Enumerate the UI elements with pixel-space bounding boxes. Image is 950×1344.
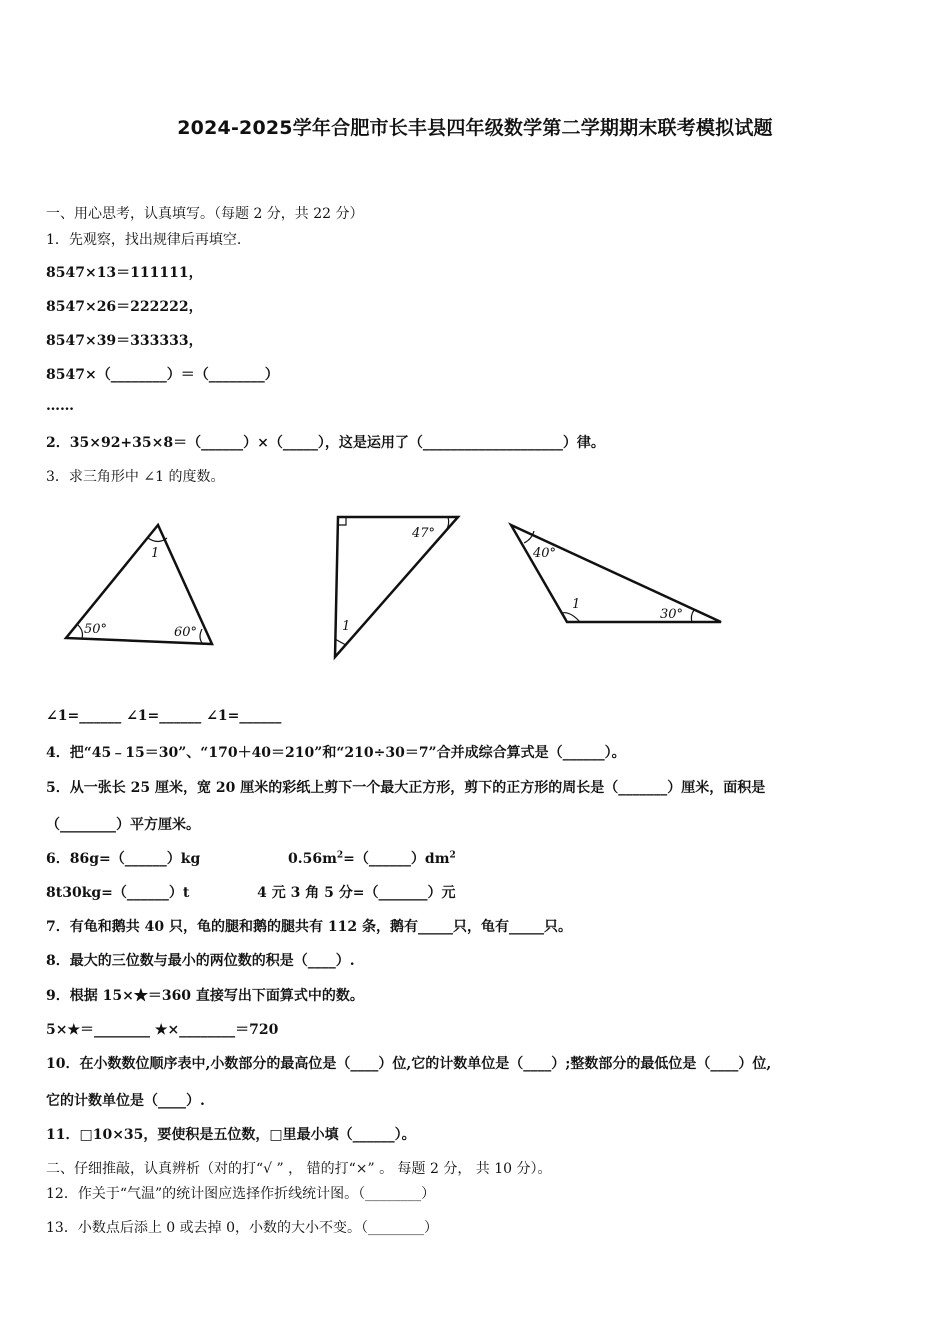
question-1-line-a: 8547×13＝111111， — [46, 265, 203, 281]
triangle-1-angle-label: 1 — [151, 546, 160, 561]
question-1: 1．先观察，找出规律后再填空. — [46, 232, 242, 248]
question-5-line-a: 5．从一张长 25 厘米，宽 20 厘米的彩纸上剪下一个最大正方形，剪下的正方形的周长是（_______）厘米，面积是 — [46, 780, 766, 796]
question-3: 3．求三角形中 ∠1 的度数。 — [46, 469, 225, 485]
triangle-2-bottom-label: 1 — [342, 619, 351, 634]
question-1-line-d: 8547×（________）＝（________） — [46, 367, 279, 383]
triangle-1-left-angle: 50° — [84, 622, 108, 637]
question-6-row-b — [46, 882, 455, 902]
question-13: 13．小数点后添上 0 或去掉 0，小数的大小不变。（________） — [46, 1220, 438, 1236]
question-3-answers: ∠1=______ ∠1=______ ∠1=______ — [46, 708, 282, 724]
question-1-line-b: 8547×26＝222222， — [46, 299, 203, 315]
question-5-line-b: （________）平方厘米。 — [46, 817, 200, 833]
triangle-figures — [46, 505, 746, 665]
question-6-area: $0.56m^2=(\_\_\_\_\_\_)dm^2$ — [287, 850, 456, 867]
question-1-line-c: 8547×39＝333333， — [46, 333, 203, 349]
triangle-3-left-angle: 40° — [533, 546, 557, 561]
section-2-heading: 二、仔细推敲，认真辨析（对的打“√ ” ， 错的打“×” 。 每题 2 分， 共 10 分）。 — [46, 1161, 552, 1177]
section-1-heading: 一、用心思考，认真填写。（每题 2 分，共 22 分） — [46, 206, 364, 222]
question-6-money: 4 元 3 角 5 分=（_______）元 — [257, 885, 456, 901]
question-10-line-b: 它的计数单位是（____）. — [46, 1093, 205, 1109]
question-10-line-a: 10．在小数数位顺序表中,小数部分的最高位是（____）位,它的计数单位是（____）;整数部分的最低位是（____）位, — [46, 1056, 772, 1072]
question-9: 9．根据 15×★＝360 直接写出下面算式中的数。 — [46, 988, 364, 1004]
question-1-ellipsis: …… — [46, 398, 74, 414]
question-6-tons: 8t30kg=（______）t — [46, 885, 190, 901]
triangle-3 — [511, 525, 721, 622]
question-9-answers: 5×★＝________ ★×________＝720 — [46, 1022, 279, 1038]
page-title: 2024-2025学年合肥市长丰县四年级数学第二学期期末联考模拟试题 — [177, 117, 773, 139]
triangle-1-right-angle: 60° — [174, 625, 198, 640]
question-2: 2．35×92+35×8＝（______）×（_____），这是运用了（____________________）律。 — [46, 435, 605, 451]
question-7: 7．有龟和鹅共 40 只，龟的腿和鹅的腿共有 112 条，鹅有_____只，龟有_____只。 — [46, 919, 572, 935]
question-6-row-a — [46, 848, 456, 868]
triangle-3-right-angle: 30° — [660, 607, 684, 622]
triangle-2 — [335, 517, 458, 657]
triangle-3-mid-label: 1 — [572, 597, 581, 612]
triangle-2-top-angle: 47° — [412, 526, 436, 541]
question-12: 12．作关于“气温”的统计图应选择作折线统计图。（________） — [46, 1186, 436, 1202]
question-6-mass: 6．86g=（______）kg — [46, 851, 201, 867]
question-4: 4．把“45﹣15＝30”、“170＋40＝210”和“210÷30＝7”合并成综合算式是（______）。 — [46, 745, 626, 761]
question-11: 11．□10×35，要使积是五位数，□里最小填（______）。 — [46, 1127, 416, 1143]
question-8: 8．最大的三位数与最小的两位数的积是（____）. — [46, 953, 355, 969]
